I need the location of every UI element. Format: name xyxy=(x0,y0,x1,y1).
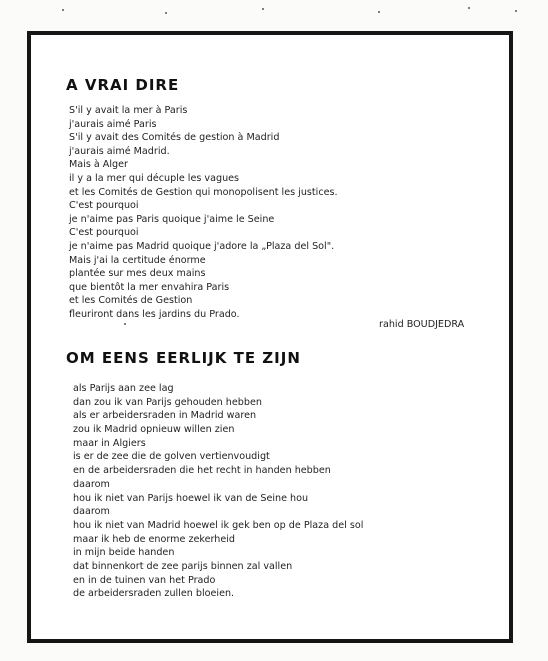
poem-line: daarom xyxy=(73,478,110,490)
poem-line: j'aurais aimé Paris xyxy=(69,118,157,130)
poem-line: dat binnenkort de zee parijs binnen zal vallen xyxy=(73,560,293,572)
poem-line: zou ik Madrid opnieuw willen zien xyxy=(73,424,235,436)
scan-speck xyxy=(165,12,167,14)
poem-line: is er de zee die de golven vertienvoudigt xyxy=(73,451,270,463)
poem-line: als er arbeidersraden in Madrid waren xyxy=(73,410,257,422)
scan-speck xyxy=(378,11,380,13)
poem-line: maar in Algiers xyxy=(73,437,146,449)
french-title: A VRAI DIRE xyxy=(66,76,180,94)
poem-line: en de arbeidersraden die het recht in handen hebben xyxy=(73,465,331,477)
poem-line: dan zou ik van Parijs gehouden hebben xyxy=(73,396,262,408)
scan-speck xyxy=(262,8,264,10)
scan-speck xyxy=(62,9,64,11)
french-poem xyxy=(69,104,338,322)
poem-line: C'est pourquoi xyxy=(69,227,139,239)
poem-line: Mais j'ai la certitude énorme xyxy=(69,254,206,266)
poem-line: als Parijs aan zee lag xyxy=(73,383,174,394)
poem-line: et les Comités de Gestion qui monopolisent les justices. xyxy=(69,186,338,198)
scan-speck xyxy=(124,323,126,325)
poem-line: plantée sur mes deux mains xyxy=(69,268,206,280)
poem-line: in mijn beide handen xyxy=(73,547,175,559)
poem-line: maar ik heb de enorme zekerheid xyxy=(73,533,236,545)
poem-line: hou ik niet van Madrid hoewel ik gek ben op de Plaza del sol xyxy=(73,519,364,531)
author-signature: rahid BOUDJEDRA xyxy=(379,319,465,330)
poem-line: et les Comités de Gestion xyxy=(69,295,193,307)
poem-line: je n'aime pas Madrid quoique j'adore la „Plaza del Sol". xyxy=(69,240,335,252)
poem-line: Mais à Alger xyxy=(69,159,128,171)
scan-speck xyxy=(468,7,470,9)
poem-line: il y a la mer qui décuple les vagues xyxy=(69,172,240,184)
poem-line: hou ik niet van Parijs hoewel ik van de Seine hou xyxy=(73,492,309,504)
poem-line: de arbeidersraden zullen bloeien. xyxy=(73,588,235,600)
poem-line: daarom xyxy=(73,506,110,518)
poem-line: que bientôt la mer envahira Paris xyxy=(69,281,230,293)
dutch-title: OM EENS EERLIJK TE ZIJN xyxy=(66,349,301,367)
poem-line: en in de tuinen van het Prado xyxy=(73,574,216,586)
poem-line: fleuriront dans les jardins du Prado. xyxy=(69,308,240,320)
poem-line: S'il y avait la mer à Paris xyxy=(69,105,188,116)
poem-line: S'il y avait des Comités de gestion à Madrid xyxy=(69,132,280,144)
poem-line: je n'aime pas Paris quoique j'aime le Seine xyxy=(69,213,275,225)
scan-speck xyxy=(515,10,517,12)
poem-line: j'aurais aimé Madrid. xyxy=(69,145,170,157)
poem-line: C'est pourquoi xyxy=(69,200,139,212)
dutch-poem xyxy=(73,382,363,601)
